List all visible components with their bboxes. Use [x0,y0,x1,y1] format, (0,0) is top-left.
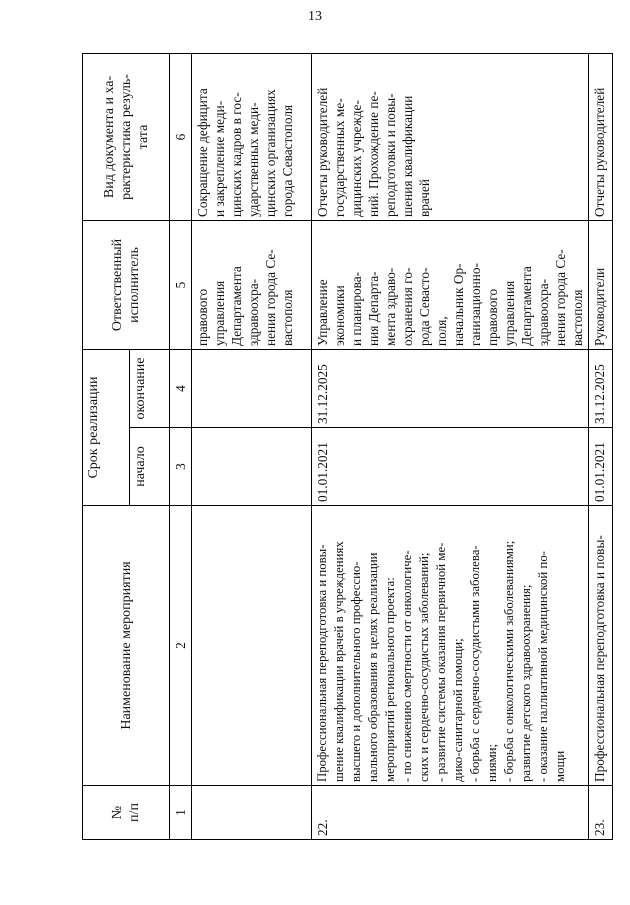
activities-table [82,53,613,840]
row-start: 01.01.2021 [312,428,589,506]
column-number: 6 [170,54,192,221]
page-number: 13 [308,9,322,24]
header-executor: Ответственный исполнитель [83,221,170,350]
row-name: Профессиональная переподготовка и повы- [589,506,613,786]
row-num: 22. [312,786,589,840]
header-result: Вид документа и ха- рактеристика резуль- тата [83,54,170,221]
row-num [192,786,312,840]
table-row [312,54,589,840]
row-start: 01.01.2021 [589,428,613,506]
column-number-row [170,54,192,840]
row-end: 31.12.2025 [312,350,589,428]
header-row [83,54,130,840]
header-name: Наименование мероприятия [83,506,170,786]
row-name: Профессиональная переподготовка и повы- шение квалификации врачей в учреждениях высшего и дополнительного профессио- нального образования в целях реализации мероприятий регионального проекта: - по снижению смертности от онкологиче- ских и сердечно-сосудистых заболеваний; - развитие системы оказания первичной ме- дико-санитарной помощи; - борьба с сердечно-сосудистыми заболева- ниями; - борьба с онкологическими заболеваниями; развитие детского здравоохранения; - оказание паллиативной медицинской по- мощи [312,506,589,786]
column-number: 1 [170,786,192,840]
table-row [589,54,613,840]
row-executor: Руководители [589,221,613,350]
header-num: № п/п [83,786,170,840]
row-result: Отчеты руководителей [589,54,613,221]
row-end: 31.12.2025 [589,350,613,428]
row-result: Сокращение дефицита и закрепление меди- цинских кадров в гос- ударственных меди- цинских организациях города Севастополя [192,54,312,221]
column-number: 5 [170,221,192,350]
row-end [192,350,312,428]
table-row [192,54,312,840]
row-executor: правового управления Департамента здравоохра- нения города Се- вастополя [192,221,312,350]
header-end: окончание [130,350,170,428]
column-number: 4 [170,350,192,428]
header-start: начало [130,428,170,506]
row-start [192,428,312,506]
column-number: 3 [170,428,192,506]
header-period: Срок реализации [83,350,130,506]
row-executor: Управление экономики и планирова- ния Департа- мента здраво- охранения го- рода Севасто- поля, начальник Ор- ганизационно- правового управления Департамента здравоохра- нения города Се- вастополя [312,221,589,350]
rotated-table-container [82,54,607,840]
row-result: Отчеты руководителей государственных ме- дицинских учрежде- ний. Прохождение пе- реподготовки и повы- шения квалификации врачей [312,54,589,221]
row-num: 23. [589,786,613,840]
row-name [192,506,312,786]
column-number: 2 [170,506,192,786]
